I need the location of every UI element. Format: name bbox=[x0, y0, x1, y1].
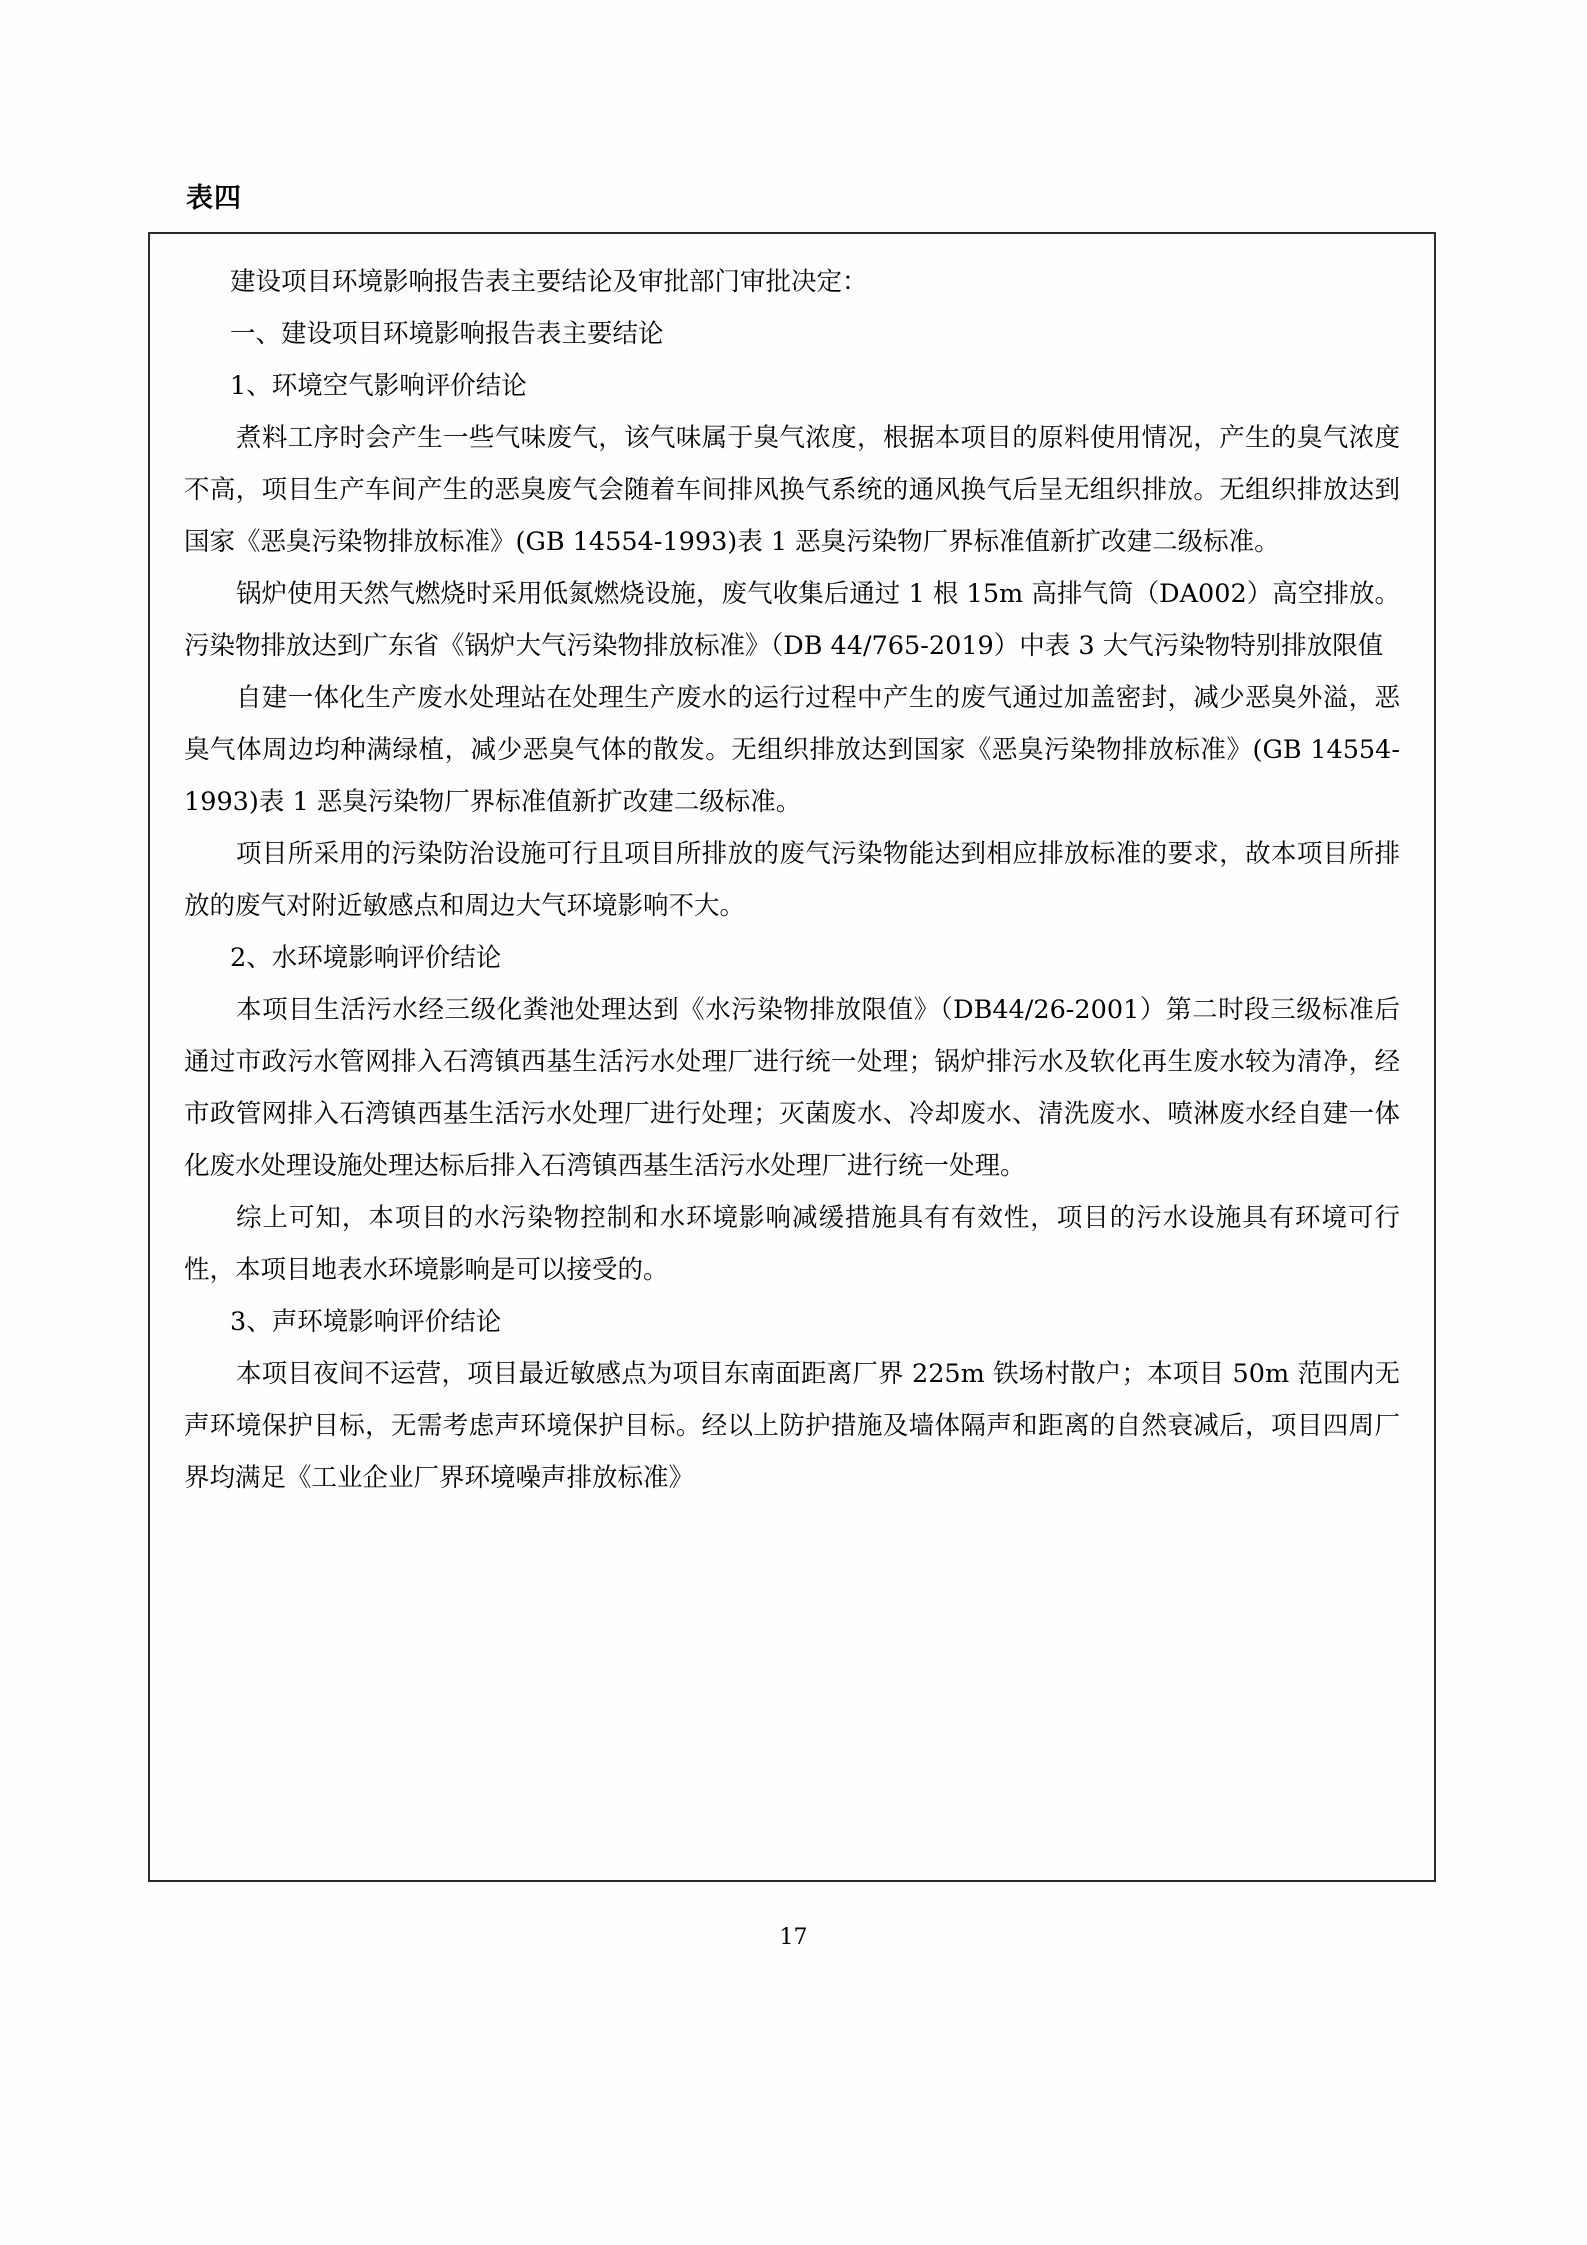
paragraph-water-2: 综上可知，本项目的水污染物控制和水环境影响减缓措施具有有效性，项目的污水设施具有环境可行性，本项目地表水环境影响是可以接受的。 bbox=[184, 1203, 1400, 1285]
paragraph-heading-sub-2: 2、水环境影响评价结论 bbox=[230, 943, 502, 973]
paragraph-noise-1: 本项目夜间不运营，项目最近敏感点为项目东南面距离厂界 225m 铁场村散户；本项目 50m 范围内无声环境保护目标，无需考虑声环境保护目标。经以上防护措施及墙体隔声和距离的自然衰减后，项目四周厂界均满足《工业企业厂界环境噪声排放标准》 bbox=[184, 1359, 1400, 1493]
content-table-cell bbox=[148, 232, 1436, 1882]
paragraph-heading-section-1: 一、建设项目环境影响报告表主要结论 bbox=[230, 319, 664, 349]
paragraph-heading-sub-3: 3、声环境影响评价结论 bbox=[230, 1307, 502, 1337]
page-number: 17 bbox=[779, 1925, 808, 1950]
page-title: 表四 bbox=[186, 183, 242, 214]
paragraph-heading-main: 建设项目环境影响报告表主要结论及审批部门审批决定： bbox=[230, 267, 868, 297]
paragraph-heading-sub-1: 1、环境空气影响评价结论 bbox=[230, 371, 527, 401]
paragraph-air-3: 自建一体化生产废水处理站在处理生产废水的运行过程中产生的废气通过加盖密封，减少恶臭外溢，恶臭气体周边均种满绿植，减少恶臭气体的散发。无组织排放达到国家《恶臭污染物排放标准》(GB 14554-1993)表 1 恶臭污染物厂界标准值新扩改建二级标准。 bbox=[184, 683, 1400, 817]
paragraph-air-2: 锅炉使用天然气燃烧时采用低氮燃烧设施，废气收集后通过 1 根 15m 高排气筒（DA002）高空排放。污染物排放达到广东省《锅炉大气污染物排放标准》（DB 44/765-2019）中表 3 大气污染物特别排放限值 bbox=[184, 579, 1400, 661]
paragraph-air-4: 项目所采用的污染防治设施可行且项目所排放的废气污染物能达到相应排放标准的要求，故本项目所排放的废气对附近敏感点和周边大气环境影响不大。 bbox=[184, 839, 1400, 921]
paragraph-air-1: 煮料工序时会产生一些气味废气，该气味属于臭气浓度，根据本项目的原料使用情况，产生的臭气浓度不高，项目生产车间产生的恶臭废气会随着车间排风换气系统的通风换气后呈无组织排放。无组织排放达到国家《恶臭污染物排放标准》(GB 14554-1993)表 1 恶臭污染物厂界标准值新扩改建二级标准。 bbox=[184, 423, 1400, 557]
paragraph-water-1: 本项目生活污水经三级化粪池处理达到《水污染物排放限值》（DB44/26-2001）第二时段三级标准后通过市政污水管网排入石湾镇西基生活污水处理厂进行统一处理；锅炉排污水及软化再生废水较为清净，经市政管网排入石湾镇西基生活污水处理厂进行处理；灭菌废水、冷却废水、清洗废水、喷淋废水经自建一体化废水处理设施处理达标后排入石湾镇西基生活污水处理厂进行统一处理。 bbox=[184, 995, 1400, 1181]
